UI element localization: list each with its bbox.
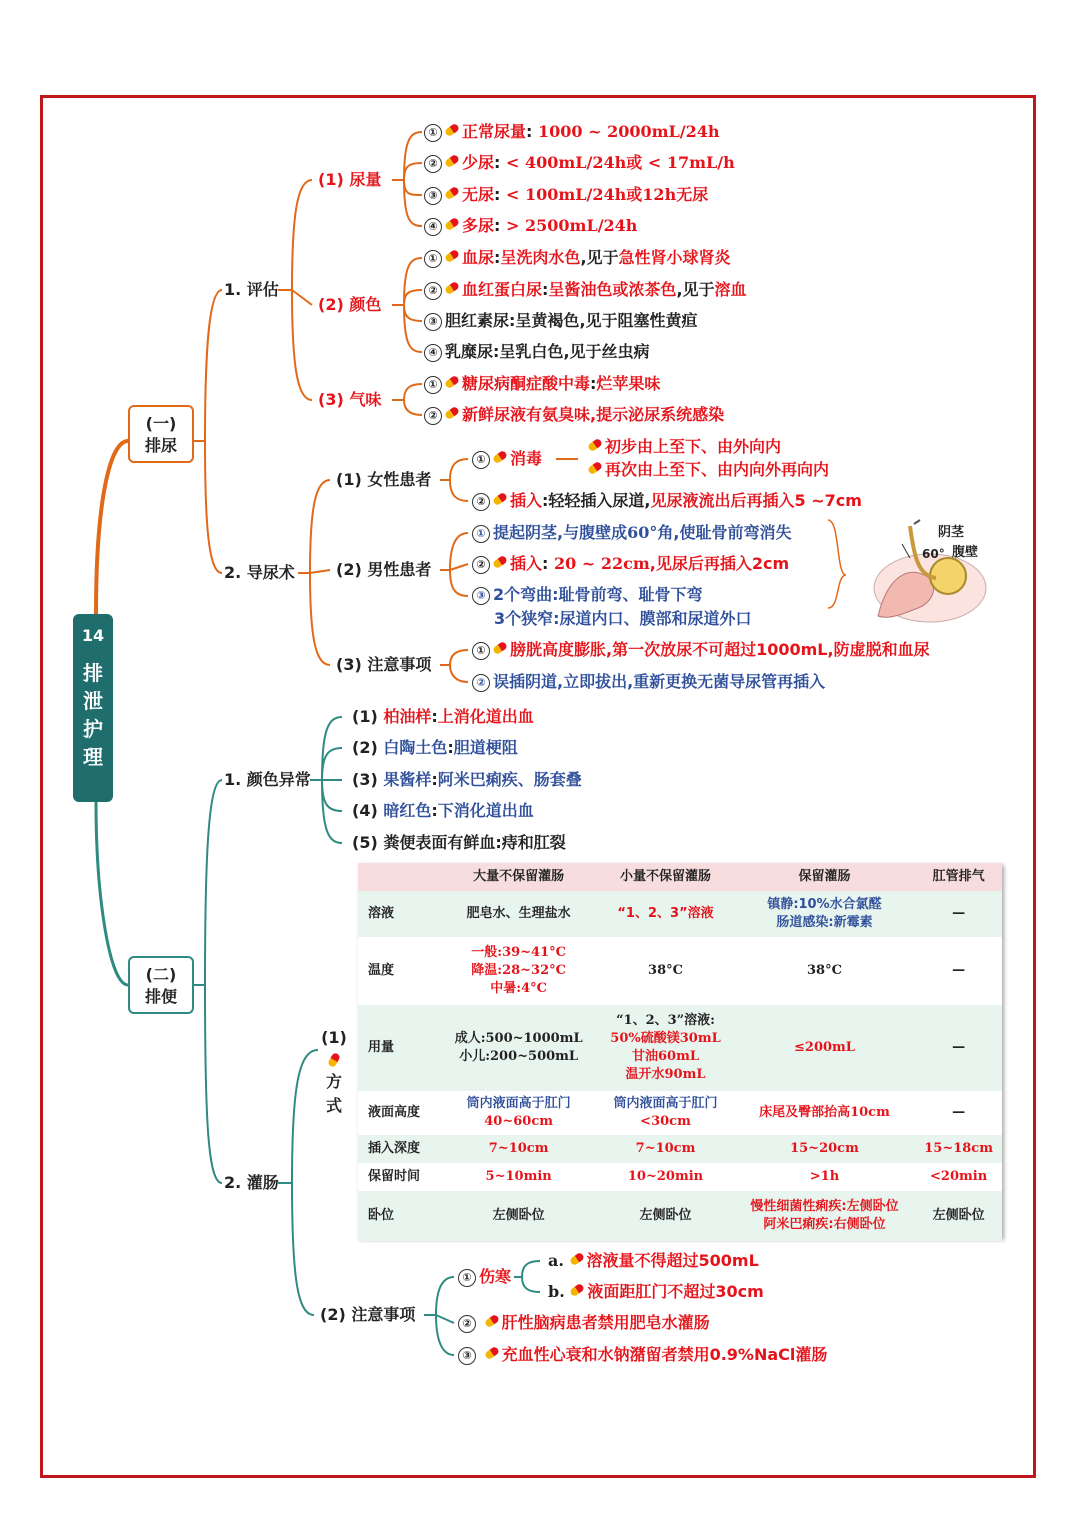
male-step-2: [472, 554, 789, 574]
table-cell: [440, 1005, 597, 1091]
item-sep: :: [494, 153, 501, 172]
item-sep: :: [526, 122, 533, 141]
disinfect-second: [588, 460, 829, 480]
item-number: b.: [548, 1282, 565, 1301]
catheter-note-1: [472, 640, 930, 660]
table-cell: —: [915, 1005, 1002, 1091]
item-sep: :: [542, 280, 549, 299]
stool-color-dark-red: [352, 801, 534, 821]
item-number: ②: [424, 407, 442, 425]
item-key: 暗红色: [383, 801, 432, 820]
row-header: 液面高度: [358, 1091, 440, 1135]
label-penis: 阴茎: [938, 525, 965, 540]
table-header: 保留灌肠: [734, 863, 915, 891]
method-char: 式: [325, 1096, 342, 1115]
item-number: (4): [352, 801, 378, 820]
item-key: 糖尿病酮症酸中毒: [462, 374, 591, 393]
pill-icon: [568, 1252, 584, 1267]
item-key: 新鲜尿液有氨臭味,提示泌尿系统感染: [462, 405, 725, 424]
item-value: 急性肾小球肾炎: [618, 248, 731, 267]
pill-icon: [492, 641, 508, 656]
table-cell: 左侧卧位: [915, 1191, 1002, 1241]
urine-volume-polyuria: [424, 216, 637, 236]
table-cell: 38°C: [597, 937, 733, 1005]
urine-color-bilirubinuria: [424, 311, 698, 331]
item-value: 阻塞性黄疸: [617, 311, 698, 330]
item-value: < 400mL/24h或 < 17mL/h: [506, 153, 735, 172]
pill-icon: [444, 281, 460, 296]
item-value: 阿米巴痢疾、肠套叠: [437, 770, 582, 789]
table-header: 大量不保留灌肠: [440, 863, 597, 891]
item-number: (1): [352, 707, 378, 726]
pill-icon: [444, 154, 460, 169]
item-value: 下消化道出血: [437, 801, 534, 820]
male-step-1: [472, 523, 791, 543]
table-row: [358, 1163, 1002, 1191]
table-cell: [440, 937, 597, 1005]
urine-volume-anuria: [424, 185, 708, 205]
section-urination-node: [128, 405, 194, 463]
item-value: 充血性心衰和水钠潴留者禁用0.9%NaCl灌肠: [501, 1345, 828, 1364]
item-sep: :: [493, 342, 500, 361]
item-key: 无尿: [462, 185, 495, 204]
item-number: ②: [458, 1315, 476, 1333]
item-key: 白陶土色: [383, 738, 448, 757]
label-angle: 60°: [922, 547, 945, 561]
urine-color-chyluria: [424, 342, 650, 362]
item-sep: :: [431, 707, 438, 726]
table-row: [358, 1191, 1002, 1241]
pill-icon: [444, 375, 460, 390]
item-sep: :: [431, 770, 438, 789]
item-value: 烂苹果味: [596, 374, 661, 393]
item-value: 痔和肛裂: [501, 833, 566, 852]
urine-volume-oliguria: [424, 153, 735, 173]
pill-icon: [444, 186, 460, 201]
item-key: 伤寒: [479, 1267, 512, 1286]
table-row: [358, 1005, 1002, 1091]
item-number: ②: [424, 282, 442, 300]
typhoid-note-a: [548, 1251, 759, 1271]
main-title-char: 排: [83, 661, 103, 685]
item-number: ②: [472, 493, 490, 511]
stool-color-fresh-blood: [352, 833, 566, 853]
cell-line: 筒内液面高于肛门: [466, 1096, 571, 1111]
table-cell: 38°C: [734, 937, 915, 1005]
main-topic-node: [73, 614, 113, 802]
topic-stool-color: 1. 颜色异常: [224, 770, 311, 789]
row-header: 保留时间: [358, 1163, 440, 1191]
topic-assessment: 1. 评估: [224, 280, 279, 299]
item-sep: :: [495, 833, 502, 852]
item-sep: :: [447, 738, 454, 757]
table-row: [358, 937, 1002, 1005]
item-number: ①: [424, 250, 442, 268]
cell-line: 阿米巴痢疾:右侧卧位: [763, 1217, 886, 1232]
section-title: 排便: [144, 987, 177, 1006]
female-insert: [472, 491, 862, 511]
table-cell: [597, 1091, 733, 1135]
table-cell: 10~20min: [597, 1163, 733, 1191]
cell-line: “1、2、3”溶液:: [616, 1013, 715, 1028]
table-row: [358, 1135, 1002, 1163]
row-header: 温度: [358, 937, 440, 1005]
pill-icon: [444, 406, 460, 421]
urine-color-hemoglobinuria: [424, 280, 747, 300]
cell-line: 肠道感染:新霉素: [776, 915, 873, 930]
row-header: 用量: [358, 1005, 440, 1091]
typhoid-note-b: [548, 1282, 764, 1302]
stool-color-jelly: [352, 770, 582, 790]
item-number: ③: [458, 1347, 476, 1365]
table-header-row: [358, 863, 1002, 891]
item-value: 1000 ~ 2000mL/24h: [538, 122, 720, 141]
item-value: 再次由上至下、由内向外再向内: [605, 460, 830, 479]
pill-icon: [587, 461, 603, 476]
item-number: ①: [472, 525, 490, 543]
item-value: 提起阴茎,与腹壁成: [493, 523, 628, 542]
item-number: (5): [352, 833, 378, 852]
section-defecation-node: [128, 956, 194, 1014]
table-cell: 肥皂水、生理盐水: [440, 891, 597, 937]
table-cell: 左侧卧位: [597, 1191, 733, 1241]
item-sep: :: [590, 374, 597, 393]
pill-icon: [569, 1283, 585, 1298]
item-number: a.: [548, 1251, 564, 1270]
topic-urine-volume: (1) 尿量: [318, 170, 382, 189]
pill-icon: [492, 555, 508, 570]
row-header: 插入深度: [358, 1135, 440, 1163]
item-value: 肝性脑病患者禁用肥皂水灌肠: [501, 1313, 710, 1332]
item-value: 60°角: [627, 523, 674, 542]
cell-line: 筒内液面高于肛门: [613, 1096, 718, 1111]
pill-icon: [444, 249, 460, 264]
pill-icon: [444, 123, 460, 138]
item-value: 2个弯曲:耻骨前弯、耻骨下弯: [493, 585, 703, 604]
table-cell: 7~10cm: [440, 1135, 597, 1163]
item-value: > 2500mL/24h: [506, 216, 638, 235]
item-connector: ,见于: [563, 342, 602, 361]
item-number: (2): [352, 738, 378, 757]
pill-icon: [492, 450, 508, 465]
item-key: 膀胱高度膨胀: [510, 640, 607, 659]
item-number: ②: [472, 674, 490, 692]
pill-icon: [484, 1314, 500, 1329]
item-value: 呈乳白色: [499, 342, 564, 361]
item-number: ①: [472, 642, 490, 660]
item-sep: :: [431, 801, 438, 820]
table-cell: —: [915, 1091, 1002, 1135]
item-number: ①: [424, 124, 442, 142]
item-key: 插入: [510, 554, 543, 573]
item-value: 呈洗肉水色: [500, 248, 581, 267]
urine-odor-ammonia: [424, 405, 724, 425]
item-value: ,见尿后再插入2cm: [649, 554, 790, 573]
item-number: ②: [424, 155, 442, 173]
cell-line: 成人:500~1000mL: [454, 1031, 583, 1046]
item-connector: ,见于: [580, 248, 619, 267]
stool-color-clay: [352, 738, 518, 758]
cell-line: 慢性细菌性痢疾:左侧卧位: [750, 1199, 899, 1214]
main-title-char: 理: [83, 745, 103, 769]
item-number: ③: [424, 187, 442, 205]
item-key: 果酱样: [383, 770, 432, 789]
table-cell: [734, 891, 915, 937]
table-cell: [440, 1091, 597, 1135]
item-sep: :: [542, 554, 549, 573]
table-cell: >1h: [734, 1163, 915, 1191]
label-abdominal-wall: 腹壁: [952, 545, 979, 560]
main-title-char: 泄: [83, 689, 103, 713]
topic-male-patient: (2) 男性患者: [336, 560, 432, 579]
table-cell: —: [915, 891, 1002, 937]
item-key: 少尿: [462, 153, 495, 172]
table-cell: <20min: [915, 1163, 1002, 1191]
cell-line: 镇静:10%水合氯醛: [767, 897, 882, 912]
item-number: ④: [424, 344, 442, 362]
cell-line: 温开水90mL: [625, 1067, 706, 1082]
item-sep: :: [494, 216, 501, 235]
table-cell: 床尾及臀部抬高10cm: [734, 1091, 915, 1135]
item-value: 溶液量不得超过500mL: [586, 1251, 759, 1270]
male-step-3a: [472, 585, 703, 605]
urine-color-hematuria: [424, 248, 731, 268]
table-cell: ≤200mL: [734, 1005, 915, 1091]
item-key: 多尿: [462, 216, 495, 235]
stool-color-tarry: [352, 707, 534, 727]
item-value: 胆道梗阻: [453, 738, 518, 757]
male-catheter-illustration: [858, 516, 988, 626]
item-number: (3): [352, 770, 378, 789]
table-cell: 5~10min: [440, 1163, 597, 1191]
item-value: 20 ~ 22cm: [554, 554, 650, 573]
item-value: 初步由上至下、由外向内: [605, 437, 782, 456]
cell-line: 降温:28~32°C: [471, 963, 566, 978]
item-number: ②: [472, 556, 490, 574]
item-key: 正常尿量: [462, 122, 527, 141]
main-topic-title: [73, 659, 113, 771]
item-number: ③: [472, 587, 490, 605]
item-key: 血尿: [462, 248, 495, 267]
pill-icon: [587, 438, 603, 453]
item-value: 液面距肛门不超过30cm: [587, 1282, 764, 1301]
item-number: ①: [458, 1269, 476, 1287]
item-value: 呈黄褐色: [515, 311, 580, 330]
cell-line: 一般:39~41°C: [471, 945, 566, 960]
topic-female-patient: (1) 女性患者: [336, 470, 432, 489]
table-row: [358, 1091, 1002, 1135]
topic-catheter-notes: (3) 注意事项: [336, 655, 432, 674]
pill-icon: [492, 492, 508, 507]
table-cell: 15~18cm: [915, 1135, 1002, 1163]
topic-urine-color: (2) 颜色: [318, 295, 382, 314]
enema-table: [358, 863, 1002, 1241]
item-sep: :: [494, 185, 501, 204]
table-cell: [734, 1191, 915, 1241]
item-key: 乳糜尿: [445, 342, 494, 361]
table-cell: “1、2、3”溶液: [597, 891, 733, 937]
cell-line: <30cm: [640, 1114, 691, 1129]
cell-line: 小儿:200~500mL: [459, 1049, 579, 1064]
anatomy-drawing: [874, 520, 986, 622]
catheter-note-2: [472, 672, 825, 692]
item-value: ,使耻骨前弯消失: [673, 523, 792, 542]
table-header: 小量不保留灌肠: [597, 863, 733, 891]
item-value: 呈酱油色或浓茶色: [548, 280, 677, 299]
item-key: 柏油样: [383, 707, 432, 726]
item-key: 胆红素尿: [445, 311, 510, 330]
item-sep: :: [509, 311, 516, 330]
bulb-icon: [318, 1050, 350, 1070]
item-key: 插入: [510, 491, 543, 510]
item-number: ①: [472, 451, 490, 469]
table-cell: 左侧卧位: [440, 1191, 597, 1241]
item-number: ③: [424, 313, 442, 331]
item-connector: ,见于: [676, 280, 715, 299]
item-number: (1): [321, 1028, 347, 1047]
item-value: 见尿液流出后再插入5 ~7cm: [650, 491, 862, 510]
table-header: 肛管排气: [915, 863, 1002, 891]
table-cell: [597, 1005, 733, 1091]
topic-urine-odor: (3) 气味: [318, 390, 382, 409]
cell-line: 甘油60mL: [632, 1049, 699, 1064]
method-char: 方: [325, 1072, 342, 1091]
topic-catheterization: 2. 导尿术: [224, 563, 295, 582]
item-value: 误插阴道,立即拔出,重新更换无菌导尿管再插入: [493, 672, 826, 691]
urine-odor-ketoacidosis: [424, 374, 660, 394]
item-value: :轻轻插入尿道,: [542, 491, 651, 510]
main-title-char: 护: [83, 717, 103, 741]
cell-line: 中暑:4°C: [490, 981, 547, 996]
row-header: 卧位: [358, 1191, 440, 1241]
item-sep: :: [494, 248, 501, 267]
item-value: 上消化道出血: [437, 707, 534, 726]
item-value: < 100mL/24h或12h无尿: [506, 185, 709, 204]
topic-enema-notes: (2) 注意事项: [320, 1305, 416, 1324]
row-header: 溶液: [358, 891, 440, 937]
item-number: ④: [424, 218, 442, 236]
urine-volume-normal: [424, 122, 720, 142]
topic-enema: 2. 灌肠: [224, 1173, 279, 1192]
enema-note-heart-failure: [458, 1345, 827, 1365]
table-cell: —: [915, 937, 1002, 1005]
section-number: (二): [145, 965, 177, 984]
enema-note-hepatic: [458, 1313, 710, 1333]
pill-icon: [444, 217, 460, 232]
item-connector: ,见于: [579, 311, 618, 330]
item-value: ,第一次放尿不可超过1000mL,防虚脱和血尿: [606, 640, 930, 659]
male-step-3b: 3个狭窄:尿道内口、膜部和尿道外口: [494, 609, 752, 628]
item-value: 丝虫病: [601, 342, 650, 361]
section-title: 排尿: [144, 436, 177, 455]
enema-method-label: [318, 1026, 350, 1118]
cell-line: 50%硫酸镁30mL: [610, 1031, 721, 1046]
item-value: 溶血: [714, 280, 747, 299]
item-key: 消毒: [510, 449, 543, 468]
main-topic-number: 14: [81, 626, 105, 645]
section-number: (一): [145, 414, 177, 433]
item-key: 粪便表面有鲜血: [383, 833, 496, 852]
pill-icon: [484, 1346, 500, 1361]
table-header: [358, 863, 440, 891]
female-disinfect: [472, 449, 542, 469]
table-cell: 7~10cm: [597, 1135, 733, 1163]
table-cell: 15~20cm: [734, 1135, 915, 1163]
table-row: [358, 891, 1002, 937]
item-key: 血红蛋白尿: [462, 280, 543, 299]
enema-note-typhoid: [458, 1267, 511, 1287]
disinfect-first: [588, 437, 781, 457]
cell-line: 40~60cm: [484, 1114, 554, 1129]
item-number: ①: [424, 376, 442, 394]
